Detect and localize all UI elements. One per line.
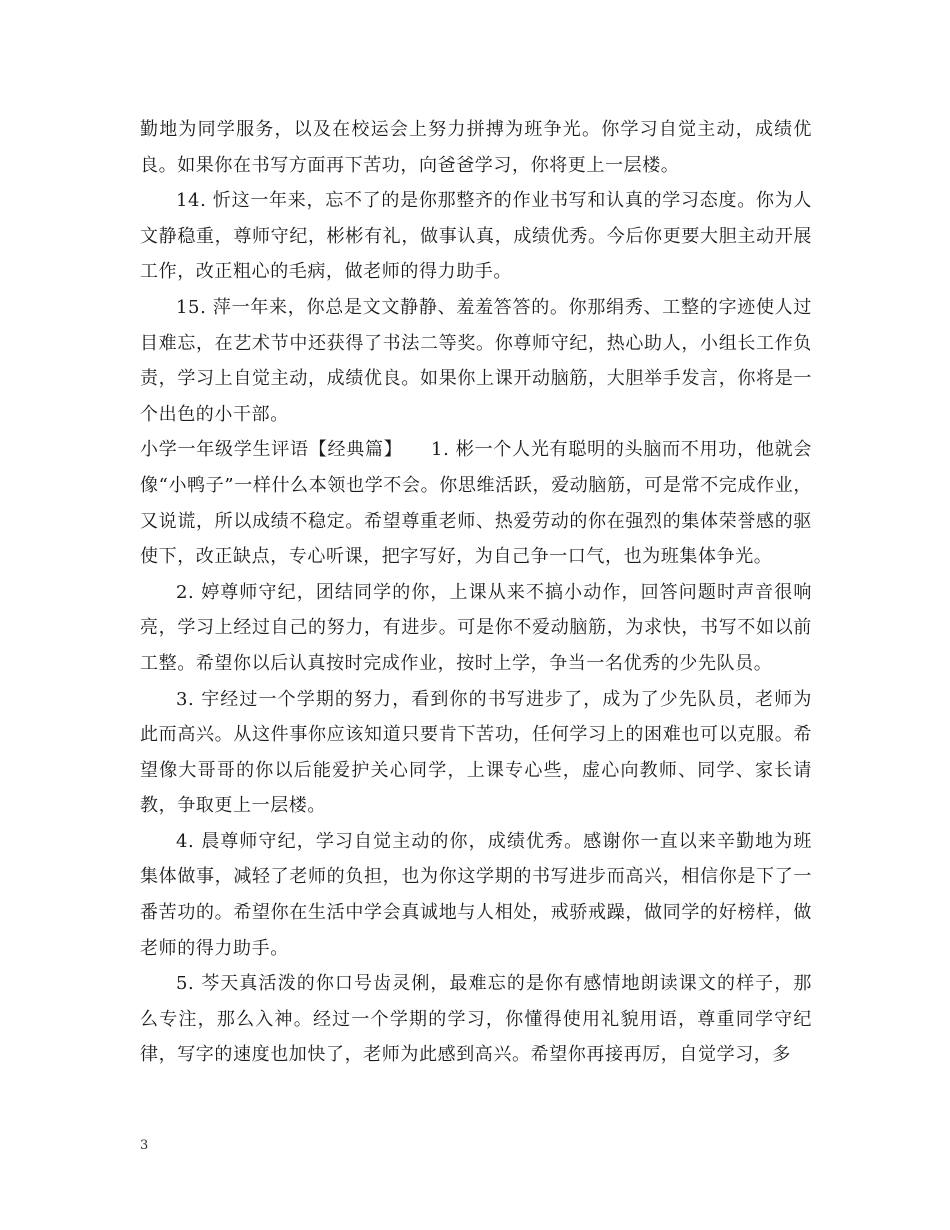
paragraph-comment-4: 4. 晨尊师守纪，学习自觉主动的你，成绩优秀。感谢你一直以来辛勤地为班集体做事，减轻了老师的负担，也为你这学期的书写进步而高兴，相信你是下了一番苦功的。希望你在生活中学会真诚地与人相处，戒骄戒躁，做同学的好榜样，做老师的得力助手。 [140, 830, 812, 959]
page-number: 3 [140, 1138, 149, 1153]
paragraph-comment-5: 5. 芩天真活泼的你口号齿灵俐，最难忘的是你有感情地朗读课文的样子，那么专注，那么入神。经过一个学期的学习，你懂得使用礼貌用语，尊重同学守纪律，写字的速度也加快了，老师为此感到高兴。希望你再接再厉，自觉学习，多 [140, 973, 812, 1066]
paragraph-continuation: 勤地为同学服务，以及在校运会上努力拼搏为班争光。你学习自觉主动，成绩优良。如果你在书写方面再下苦功，向爸爸学习，你将更上一层楼。 [140, 119, 812, 176]
paragraph-comment-14: 14. 忻这一年来，忘不了的是你那整齐的作业书写和认真的学习态度。你为人文静稳重，尊师守纪，彬彬有礼，做事认真，成绩优秀。今后你更要大胆主动开展工作，改正粗心的毛病，做老师的得力助手。 [140, 190, 812, 283]
paragraph-section-heading-comment-1: 小学一年级学生评语【经典篇】 1. 彬一个人光有聪明的头脑而不用功，他就会像“小鸭子”一样什么本领也学不会。你思维活跃，爱动脑筋，可是常不完成作业，又说谎，所以成绩不稳定。希望尊重老师、热爱劳动的你在强烈的集体荣誉感的驱使下，改正缺点，专心听课，把字写好，为自己争一口气，也为班集体争光。 [140, 439, 812, 568]
document-body [140, 112, 812, 1073]
paragraph-comment-2: 2. 婷尊师守纪，团结同学的你，上课从来不搞小动作，回答问题时声音很响亮，学习上经过自己的努力，有进步。可是你不爱动脑筋，为求快，书写不如以前工整。希望你以后认真按时完成作业，按时上学，争当一名优秀的少先队员。 [140, 581, 812, 674]
paragraph-comment-15: 15. 萍一年来，你总是文文静静、羞羞答答的。你那绢秀、工整的字迹使人过目难忘，在艺术节中还获得了书法二等奖。你尊师守纪，热心助人，小组长工作负责，学习上自觉主动，成绩优良。如果你上课开动脑筋，大胆举手发言，你将是一个出色的小干部。 [140, 296, 812, 425]
paragraph-comment-3: 3. 宇经过一个学期的努力，看到你的书写进步了，成为了少先队员，老师为此而高兴。从这件事你应该知道只要肯下苦功，任何学习上的困难也可以克服。希望像大哥哥的你以后能爱护关心同学，上课专心些，虚心向教师、同学、家长请教，争取更上一层楼。 [140, 688, 812, 817]
